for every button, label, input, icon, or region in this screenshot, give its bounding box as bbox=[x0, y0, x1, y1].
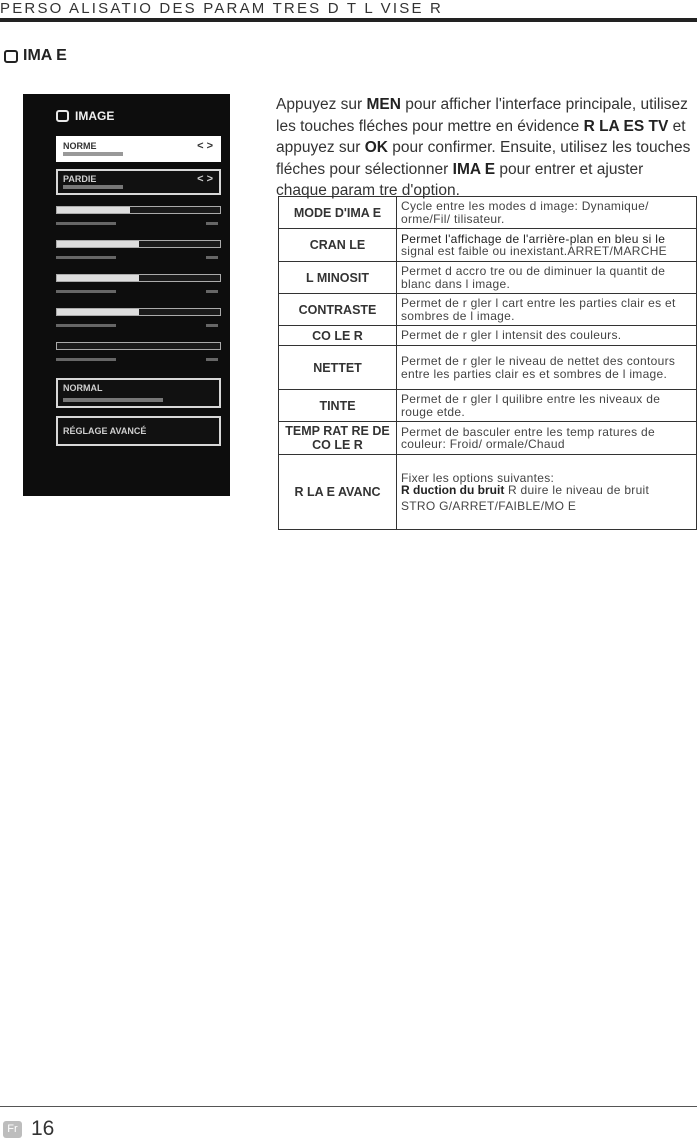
left-right-arrows-icon: < > bbox=[197, 173, 213, 185]
tv-menu-row-sublabel bbox=[63, 152, 123, 156]
param-desc-line: signal est faible ou inexistant.ARRET/MARCHE bbox=[401, 244, 667, 258]
param-desc-line: Permet l'affichage de l'arrière-plan en bleu si le bbox=[401, 231, 666, 246]
param-desc-line: R duire le niveau de bruit bbox=[504, 483, 650, 498]
tv-menu-row-reglage-avance bbox=[56, 416, 221, 446]
tv-menu-bar-fill bbox=[57, 207, 130, 213]
tv-menu-bar-label bbox=[56, 290, 116, 293]
tv-menu-bar-fill bbox=[57, 241, 139, 247]
tv-menu-row-norme bbox=[56, 136, 221, 162]
param-name: MODE D'IMA E bbox=[279, 197, 397, 229]
tv-menu-bar-label bbox=[56, 222, 116, 225]
param-desc: Permet de r gler l quilibre entre les niveaux de rouge etde. bbox=[397, 390, 697, 422]
table-row bbox=[279, 346, 697, 390]
tv-menu-row-sublabel bbox=[63, 185, 123, 189]
section-heading bbox=[4, 46, 67, 66]
tv-menu-bar-label bbox=[56, 324, 116, 327]
square-icon bbox=[56, 110, 69, 122]
parameter-table bbox=[278, 196, 697, 530]
tv-menu-bar bbox=[56, 342, 221, 350]
square-icon bbox=[4, 50, 18, 63]
table-row bbox=[279, 294, 697, 326]
tv-menu-row-label: PARDIE bbox=[63, 174, 97, 184]
intro-text: et appuyez sur bbox=[276, 117, 686, 156]
language-badge: Fr bbox=[3, 1121, 22, 1138]
intro-paragraph bbox=[276, 94, 697, 202]
ok-key-label: OK bbox=[364, 139, 388, 156]
tv-menu-title bbox=[56, 109, 114, 123]
param-desc bbox=[397, 229, 697, 262]
param-desc bbox=[397, 455, 697, 530]
tv-menu-row-label: NORME bbox=[63, 141, 97, 151]
tv-menu-row-pardie bbox=[56, 169, 221, 195]
param-name: CO LE R bbox=[279, 326, 397, 346]
tv-menu-bar-fill bbox=[57, 275, 139, 281]
table-row bbox=[279, 229, 697, 262]
page-number: 16 bbox=[31, 1117, 55, 1140]
param-desc: Permet de basculer entre les temp ratures de couleur: Froid/ ormale/Chaud bbox=[397, 422, 697, 455]
image-key-label: IMA E bbox=[452, 160, 496, 178]
table-row bbox=[279, 422, 697, 455]
tv-menu-row-label: RÉGLAGE AVANCÉ bbox=[63, 426, 147, 436]
menu-key-label: MEN bbox=[366, 96, 401, 113]
table-row bbox=[279, 390, 697, 422]
param-name: CONTRASTE bbox=[279, 294, 397, 326]
param-desc: Permet de r gler l intensit des couleurs. bbox=[397, 326, 697, 346]
param-name: L MINOSIT bbox=[279, 262, 397, 294]
table-row bbox=[279, 455, 697, 530]
table-row bbox=[279, 262, 697, 294]
tv-menu-bar bbox=[56, 240, 221, 248]
header-rule bbox=[0, 18, 697, 22]
tv-menu-bar-label bbox=[56, 358, 116, 361]
param-desc: Permet d accro tre ou de diminuer la quantit de blanc dans l image. bbox=[397, 262, 697, 294]
footer-rule bbox=[0, 1106, 697, 1107]
tv-menu-bar bbox=[56, 274, 221, 282]
tv-menu-bar-fill bbox=[57, 309, 139, 315]
section-heading-text: IMA E bbox=[23, 47, 67, 64]
param-name: CRAN LE bbox=[279, 229, 397, 262]
tv-menu-illustration bbox=[23, 94, 230, 496]
intro-text: pour entrer et ajuster chaque param tre d'option. bbox=[276, 160, 644, 199]
tv-menu-bar-value bbox=[206, 256, 218, 259]
tv-menu-bar-value bbox=[206, 290, 218, 293]
page-header-title: PERSO ALISATIO DES PARAM TRES D T L VISE R bbox=[0, 0, 444, 17]
tv-menu-row-label: NORMAL bbox=[63, 383, 103, 393]
tv-menu-bar-value bbox=[206, 222, 218, 225]
left-right-arrows-icon: < > bbox=[197, 140, 213, 152]
param-desc: Permet de r gler le niveau de nettet des contours entre les parties clair es et sombres de l image. bbox=[397, 346, 697, 390]
intro-text: pour confirmer. Ensuite, utilisez les touches fléches pour sélectionner bbox=[276, 139, 691, 178]
param-desc-line: Fixer les options suivantes: bbox=[401, 470, 555, 485]
intro-text: pour afficher l'interface principale, utilisez les touches fléches pour mettre en évidence bbox=[276, 96, 688, 135]
tv-menu-bar-value bbox=[206, 358, 218, 361]
table-row bbox=[279, 326, 697, 346]
tv-menu-bar-value bbox=[206, 324, 218, 327]
param-name: TEMP RAT RE DE CO LE R bbox=[279, 422, 397, 455]
tv-menu-bar-label bbox=[56, 256, 116, 259]
tv-menu-row-sublabel bbox=[63, 398, 163, 402]
tv-menu-row-normal bbox=[56, 378, 221, 408]
param-name: TINTE bbox=[279, 390, 397, 422]
settings-key-label: R LA ES TV bbox=[583, 117, 669, 135]
tv-menu-bar bbox=[56, 308, 221, 316]
table-row bbox=[279, 197, 697, 229]
param-desc-strong: R duction du bruit bbox=[401, 483, 505, 498]
param-desc: Permet de r gler l cart entre les parties clair es et sombres de l image. bbox=[397, 294, 697, 326]
intro-text: Appuyez sur bbox=[276, 96, 367, 113]
param-desc-line: STRO G/ARRET/FAIBLE/MO E bbox=[401, 498, 577, 513]
tv-menu-title-text: IMAGE bbox=[75, 109, 115, 123]
param-desc: Cycle entre les modes d image: Dynamique/ orme/Fil/ tilisateur. bbox=[397, 197, 697, 229]
param-name: NETTET bbox=[279, 346, 397, 390]
param-name: R LA E AVANC bbox=[279, 455, 397, 530]
tv-menu-bar bbox=[56, 206, 221, 214]
